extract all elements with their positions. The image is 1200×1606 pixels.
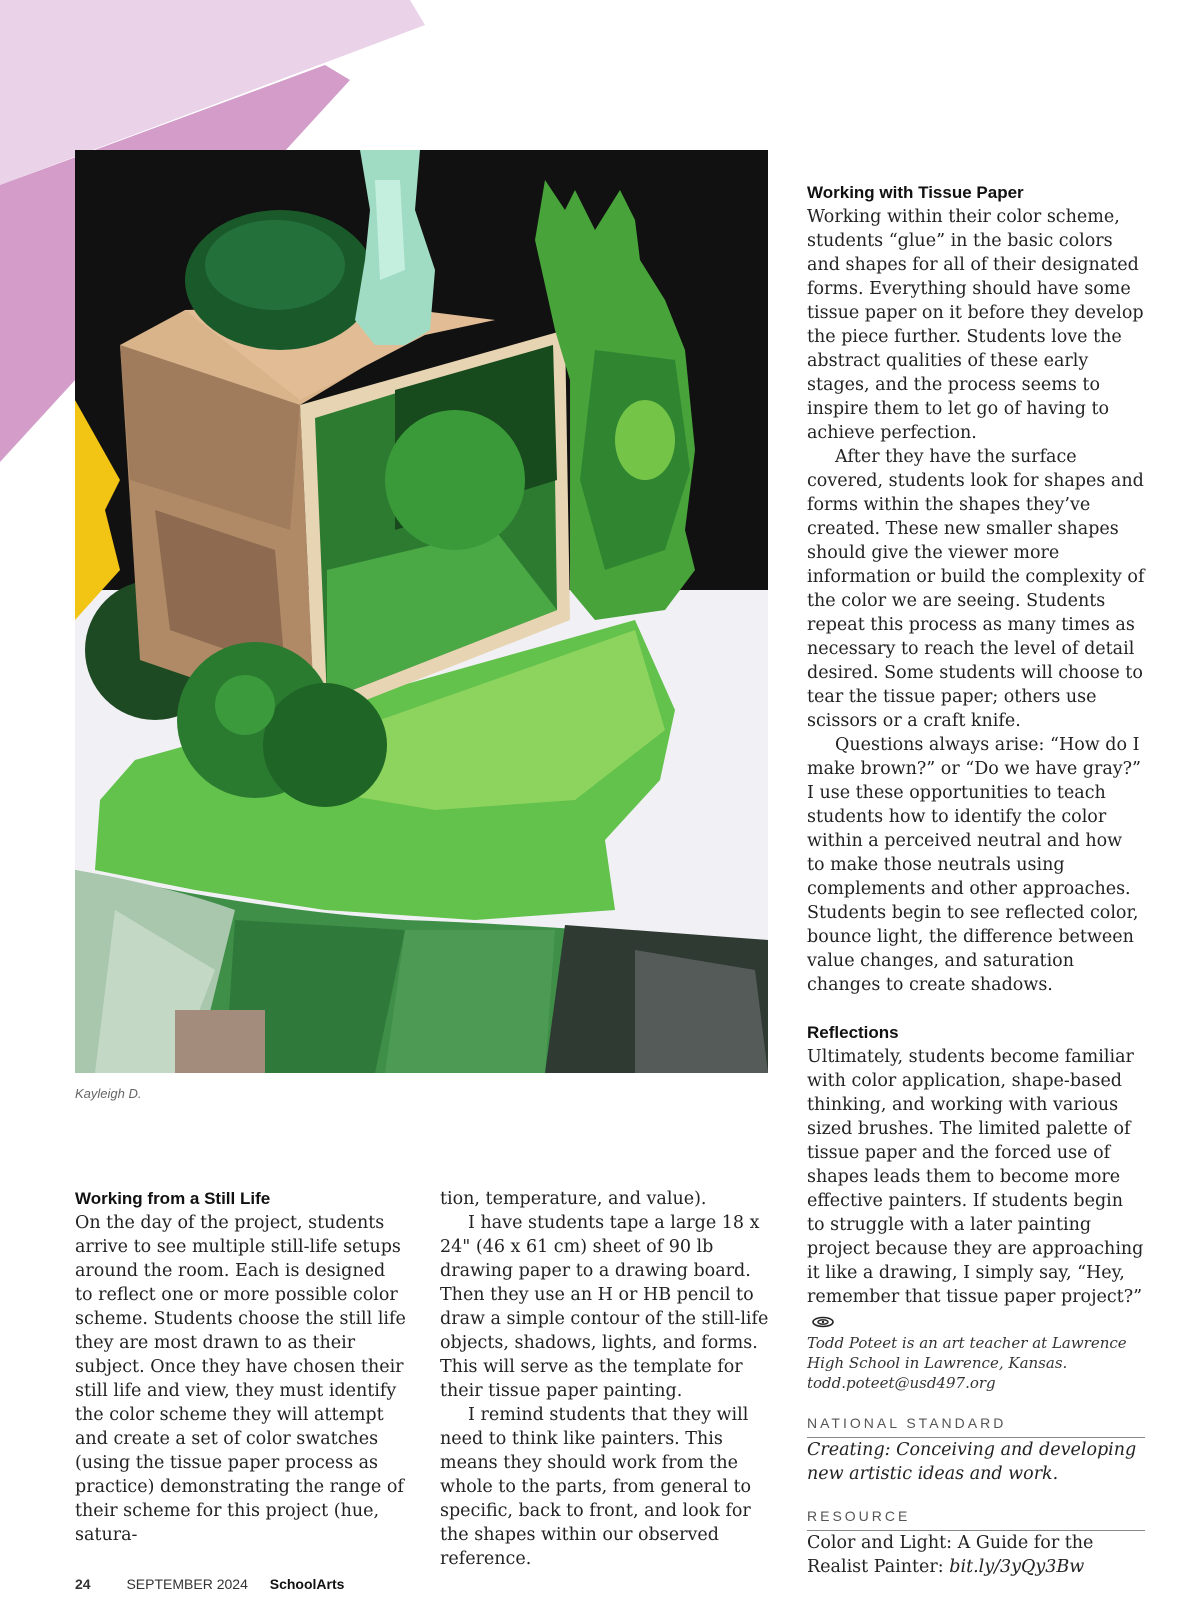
- paragraph: I remind students that they will need to think like painters. This means they should work from the whole to the parts, from general to specific, back to front, and look for the shapes within our observed reference.: [440, 1405, 752, 1569]
- resource-title: Color and Light: A Guide for the Realist Painter:: [807, 1533, 1094, 1577]
- section-heading-reflections: Reflections: [807, 1023, 899, 1042]
- national-standard-text: Creating: Conceiving and developing new artistic ideas and work.: [807, 1440, 1137, 1484]
- page-footer: [75, 1576, 362, 1592]
- national-standard-label: NATIONAL STANDARD: [807, 1411, 1145, 1438]
- section-heading-tissue-paper: Working with Tissue Paper: [807, 183, 1024, 202]
- paragraph: Questions always arise: “How do I make brown?” or “Do we have gray?” I use these opportunities to teach students how to identify the color within a perceived neutral and how to make those neutrals using complements and other approaches. Students begin to see reflected color, bounce light, the difference between value changes, and saturation changes to create shadows.: [807, 735, 1141, 995]
- author-bio: Todd Poteet is an art teacher at Lawrence High School in Lawrence, Kansas. todd.poteet@usd497.org: [807, 1334, 1127, 1392]
- student-artwork-image: [75, 150, 768, 1073]
- resource-text: [807, 1531, 1145, 1579]
- paragraph: [807, 1045, 1145, 1333]
- article-column-3: [807, 181, 1145, 1579]
- paragraph: Working within their color scheme, students “glue” in the basic colors and shapes for all of their designated forms. Everything should have some tissue paper on it before they develop the piece further. Students love the abstract qualities of these early stages, and the process seems to inspire them to let go of having to achieve perfection.: [807, 207, 1144, 443]
- issue-date: SEPTEMBER 2024: [126, 1576, 248, 1592]
- end-mark-icon: [811, 1316, 835, 1328]
- paragraph: On the day of the project, students arrive to see multiple still-life setups around the room. Each is designed to reflect one or more possible color scheme. Students choose the still life they are most drawn to as their subject. Once they have chosen their still life and view, they must identify the color scheme they will attempt and create a set of color swatches (using the tissue paper process as practice) demonstrating the range of their scheme for this project (hue, satura-: [75, 1213, 406, 1545]
- article-column-1: [75, 1187, 407, 1547]
- paragraph: I have students tape a large 18 x 24" (46 x 61 cm) sheet of 90 lb drawing paper to a drawing board. Then they use an H or HB pencil to draw a simple contour of the still-life objects, shadows, lights, and forms. This will serve as the template for their tissue paper painting.: [440, 1213, 769, 1401]
- page-number: 24: [75, 1576, 91, 1592]
- paragraph: tion, temperature, and value).: [440, 1189, 707, 1209]
- resource-link[interactable]: bit.ly/3yQy3Bw: [949, 1557, 1085, 1577]
- resource-label: RESOURCE: [807, 1504, 1145, 1531]
- article-column-2: [440, 1187, 778, 1571]
- paragraph-text: Ultimately, students become familiar with color application, shape-based thinking, and working with various sized brushes. The limited palette of tissue paper and the forced use of shapes leads them to become more effective painters. If students begin to struggle with a later painting project because they are approaching it like a drawing, I simply say, “Hey, remember that tissue paper project?”: [807, 1047, 1144, 1307]
- image-caption: Kayleigh D.: [75, 1086, 142, 1101]
- section-heading-still-life: Working from a Still Life: [75, 1189, 271, 1208]
- magazine-name: SchoolArts: [269, 1576, 345, 1592]
- paragraph: After they have the surface covered, students look for shapes and forms within the shapes they’ve created. These new smaller shapes should give the viewer more information or build the complexity of the color we are seeing. Students repeat this process as many times as necessary to reach the level of detail desired. Some students will choose to tear the tissue paper; others use scissors or a craft knife.: [807, 447, 1145, 731]
